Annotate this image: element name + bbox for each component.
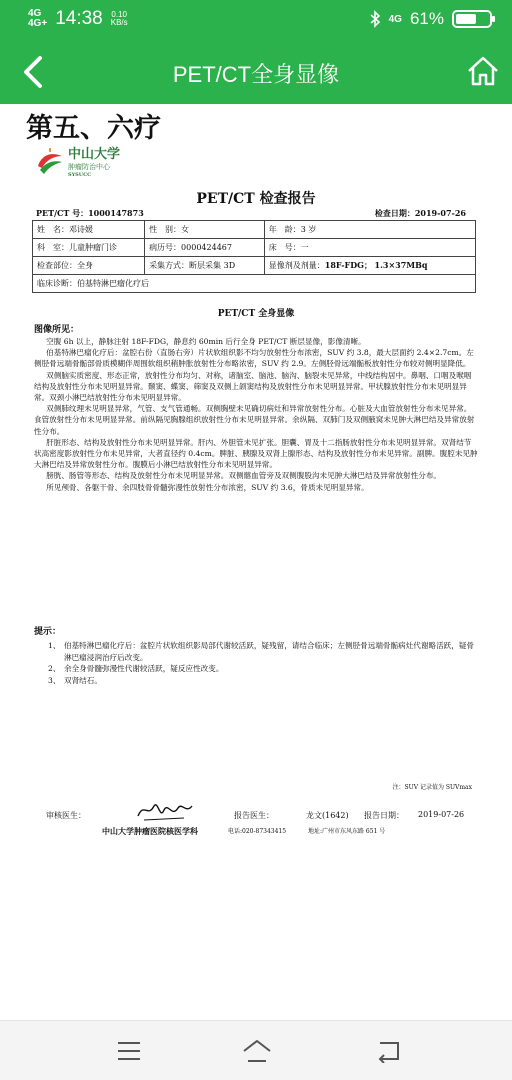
signal-indicator: 4G 4G+ — [28, 8, 48, 29]
address: 地址:广州市东风东路 651 号 — [308, 828, 386, 835]
finding-paragraph: 所见颅骨、各躯干骨、余四肢骨骨髓弥漫性放射性分布浓密，SUV 约 3.6，骨质未见明显异常。 — [46, 482, 369, 492]
clock: 14:38 — [55, 8, 103, 29]
status-bar — [0, 0, 512, 40]
page-title: PET/CT全身显像 — [172, 62, 340, 87]
reviewer-signature — [134, 798, 194, 824]
patient-record: 病历号：0000424467 — [145, 239, 265, 257]
patient-dept: 科 室：儿童肿瘤门诊 — [33, 239, 145, 257]
report-date-label: 报告日期： — [364, 811, 404, 820]
reporter-label: 报告医生： — [234, 811, 274, 820]
finding-paragraph: 空腹 6h 以上，静脉注射 18F-FDG，静息约 60min 后行全身 PET/CT 断层显像，影像清晰。 — [46, 337, 366, 346]
hospital-logo — [36, 148, 120, 178]
logo-subtitle: 肿瘤防治中心 — [68, 163, 110, 171]
patient-bed: 床 号：一 — [264, 239, 475, 257]
tracer-dose: 显像剂及剂量：18F-FDG； 1.3×37MBq — [264, 257, 475, 275]
phone: 电话:020-87343415 — [228, 828, 287, 835]
tip-item: 3、 双肾结石。 — [48, 675, 102, 685]
battery-percent: 61% — [409, 9, 444, 28]
finding-paragraph: 膀胱、肠管等形态、结构及放射性分布未见明显异常。双侧髂血管旁及双侧腹股沟未见肿大淋巴结及异常放射性分布。 — [46, 471, 442, 481]
tips-list — [48, 640, 480, 686]
patient-name: 姓 名：邓诗媛 — [33, 221, 145, 239]
clinical-diagnosis: 临床诊断：伯基特淋巴瘤化疗后 — [33, 275, 476, 293]
network-type: 4G — [388, 13, 402, 25]
network-speed: 0.10 KB/s — [110, 10, 128, 27]
tip-item: 1、 伯基特淋巴瘤化疗后：盆腔片状软组织影局部代谢较活跃，疑残留，请结合临床；左侧胫骨远端骨骺病灶代谢略活跃，疑骨淋巴瘤浸润治疗后改变。 — [48, 641, 475, 662]
home-icon[interactable] — [466, 54, 500, 88]
app-header — [0, 40, 512, 104]
exam-date: 2019-07-26 — [414, 208, 466, 218]
battery-icon — [452, 10, 492, 28]
patient-sex: 性 别：女 — [145, 221, 265, 239]
patient-age: 年 龄：3 岁 — [264, 221, 475, 239]
imaging-heading: PET/CT 全身显像 — [217, 309, 295, 319]
department-name: 中山大学肿瘤医院核医学科 — [102, 826, 198, 836]
findings-text — [34, 336, 478, 493]
patient-info-table — [32, 220, 476, 293]
finding-paragraph: 双侧肺纹理未见明显异常，气管、支气管通畅。双侧胸壁未见确切病灶和异常放射性分布。心脏及大血管放射性分布未见异常。食管放射性分布未见明显异常。前纵隔见胸腺组织放射性分布未见明显异常。余纵隔、双肺门及双侧腋窝未见肿大淋巴结及异常放射性分布。 — [34, 404, 475, 436]
report-title: PET/CT 检查报告 — [196, 191, 316, 207]
acquisition-method: 采集方式：断层采集 3D — [145, 257, 265, 275]
sysucc-logo-icon — [36, 148, 64, 178]
finding-paragraph: 双侧脑实质密度、形态正常，放射性分布均匀、对称，诸脑室、脑池、脑沟、脑裂未见异常，中线结构居中。鼻咽、口咽及喉咽结构及放射性分布未见明显异常。颞窦、蝶窦、筛窦及双侧上颌窦结构及放射性分布未见明显异常。甲状腺放射性分布未见明显异常。双颈小淋巴结放射性分布未见明显异常。 — [34, 370, 472, 403]
reviewer-label: 审核医生： — [46, 811, 86, 820]
report-date: 2019-07-26 — [418, 810, 465, 819]
logo-abbr: SYSUCC — [68, 172, 92, 178]
menu-icon[interactable] — [116, 1039, 142, 1063]
finding-paragraph: 肝脏形态、结构及放射性分布未见明显异常。肝内、外胆管未见扩张。胆囊、胃及十二指肠放射性分布未见明显异常。双肾结节状高密度影放射性分布未见异常，大者直径约 0.4cm。脾脏、胰腺及双肾上腺形态、结构及放射性分布未见异常。副脾。腹腔未见肿大淋巴结及异常放射性分布。腹膜后小淋巴结放射性分布未见明显异常。 — [34, 437, 478, 470]
section-title: 第五、六疗 — [26, 113, 161, 144]
return-icon[interactable] — [376, 1039, 402, 1063]
report-image — [0, 104, 512, 1020]
tip-item: 2、 余全身骨髓弥漫性代谢较活跃，疑反应性改变。 — [48, 664, 224, 673]
system-nav-bar — [0, 1020, 512, 1080]
pet-number: 1000147873 — [88, 208, 144, 218]
report-meta: PET/CT 号：1000147873 检查日期：2019-07-26 — [36, 208, 466, 218]
finding-paragraph: 伯基特淋巴瘤化疗后：盆腔右份（直肠右旁）片状软组织影不均匀放射性分布浓密，SUV 约 3.8，最大层面约 2.4×2.7cm。左侧胫骨远端骨骺部骨质模糊伴周围软组织稍肿胀放射性分布略浓密，SUV 约 2.9。左侧胫骨远端骺板放射性分布较对侧明显降低。 — [34, 348, 474, 369]
bluetooth-icon — [369, 10, 381, 28]
home-outline-icon[interactable] — [242, 1039, 272, 1063]
suv-note: 注：SUV 记录值为 SUVmax — [392, 784, 472, 791]
exam-part: 检查部位：全身 — [33, 257, 145, 275]
tips-label: 提示： — [34, 627, 62, 637]
findings-label: 图像所见： — [34, 325, 80, 335]
logo-name: 中山大学 — [68, 147, 121, 162]
signature-block — [46, 804, 476, 844]
reporter-name: 龙文(1642) — [306, 811, 349, 820]
